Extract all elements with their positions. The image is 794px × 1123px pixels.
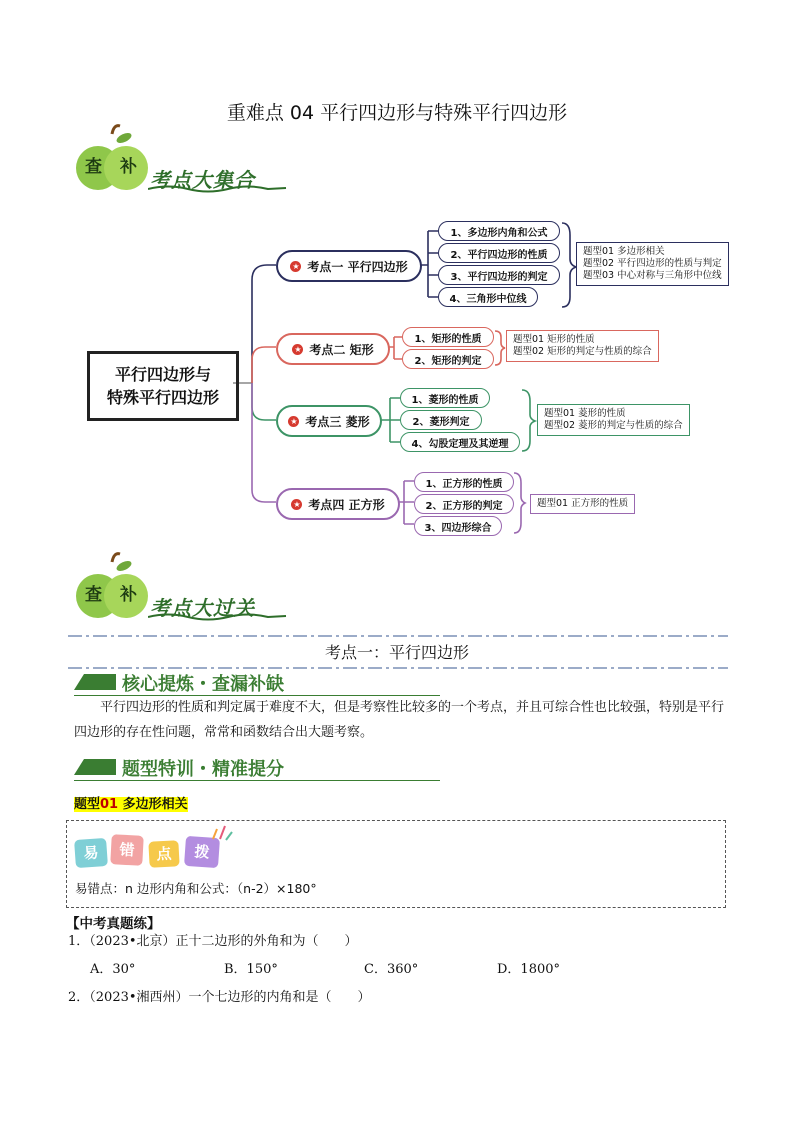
leaf-4-2: 2、正方形的判定 xyxy=(414,494,514,514)
core-header xyxy=(74,670,440,696)
question-1-option-d: D．1800° xyxy=(497,962,561,977)
sparkle-icon xyxy=(211,823,233,841)
type-label-prefix: 题型 xyxy=(74,797,101,812)
question-1-stem: 1．（2023•北京）正十二边形的外角和为（ ） xyxy=(68,934,358,949)
type-1-2: 题型02 平行四边形的性质与判定 xyxy=(583,258,722,269)
leaf-1-3: 3、平行四边形的判定 xyxy=(438,265,560,285)
mindmap-root xyxy=(87,351,239,421)
question-2-stem: 2．（2023•湘西州）一个七边形的内角和是（ ） xyxy=(68,990,371,1005)
question-1-option-b: B．150° xyxy=(224,962,278,977)
tag-error: 错 xyxy=(110,834,144,866)
star-icon: ★ xyxy=(294,344,302,354)
training-header-text: 题型特训・精准提分 xyxy=(122,759,284,780)
type-label xyxy=(74,793,188,812)
section-banner-2 xyxy=(74,552,284,622)
type-label-text: 多边形相关 xyxy=(122,797,188,812)
banner-underline xyxy=(148,612,288,622)
type-3-2: 题型02 菱形的判定与性质的综合 xyxy=(544,420,683,431)
leaf-2-1: 1、矩形的性质 xyxy=(402,327,494,347)
tag-guide: 拨 xyxy=(184,836,220,868)
banner-label: 考点大集合 xyxy=(150,168,255,192)
header-flag-icon xyxy=(74,674,116,694)
leaf-4-3: 3、四边形综合 xyxy=(414,516,502,536)
leaf-1-2: 2、平行四边形的性质 xyxy=(438,243,560,263)
star-icon: ★ xyxy=(292,261,300,271)
banner-label: 考点大过关 xyxy=(150,596,255,620)
kaodian-title: 考点一：平行四边形 xyxy=(324,643,469,662)
types-box-4 xyxy=(530,494,635,514)
branch-label-4: 考点四 正方形 xyxy=(308,497,385,512)
branch-node-4 xyxy=(276,488,400,520)
page-title: 重难点 04 平行四边形与特殊平行四边形 xyxy=(226,102,568,124)
tip-box xyxy=(66,820,726,908)
leaf-1-4: 4、三角形中位线 xyxy=(438,287,538,307)
star-icon: ★ xyxy=(293,499,301,509)
leaf-2-2: 2、矩形的判定 xyxy=(402,349,494,369)
tag-row xyxy=(75,833,235,873)
banner-char-right: 补 xyxy=(120,157,137,177)
type-3-1: 题型01 菱形的性质 xyxy=(544,408,626,419)
branch-node-1 xyxy=(276,250,422,282)
banner-char-right: 补 xyxy=(120,585,137,605)
tag-easy: 易 xyxy=(74,838,108,868)
branch-node-2 xyxy=(276,333,390,365)
branch-label-3: 考点三 菱形 xyxy=(305,414,370,429)
type-2-2: 题型02 矩形的判定与性质的综合 xyxy=(513,346,652,357)
banner-char-left: 查 xyxy=(85,585,102,605)
question-1-option-c: C．360° xyxy=(364,962,419,977)
type-2-1: 题型01 矩形的性质 xyxy=(513,334,595,345)
branch-label-2: 考点二 矩形 xyxy=(309,342,374,357)
types-box-3 xyxy=(537,404,690,436)
root-line-2: 特殊平行四边形 xyxy=(106,388,219,407)
section-banner-1 xyxy=(74,124,284,194)
type-label-num: 01 xyxy=(100,797,119,812)
leaf-3-3: 4、勾股定理及其逆理 xyxy=(400,432,520,452)
divider-top xyxy=(68,634,728,638)
core-header-text: 核心提炼・查漏补缺 xyxy=(122,674,284,695)
branch-label-1: 考点一 平行四边形 xyxy=(307,259,408,274)
type-1-3: 题型03 中心对称与三角形中位线 xyxy=(583,270,722,281)
leaf-4-1: 1、正方形的性质 xyxy=(414,472,514,492)
leaf-1-1: 1、多边形内角和公式 xyxy=(438,221,560,241)
question-1-option-a: A．30° xyxy=(90,962,136,977)
training-header xyxy=(74,755,440,781)
types-box-2 xyxy=(506,330,659,362)
banner-underline xyxy=(148,184,288,194)
type-1-1: 题型01 多边形相关 xyxy=(583,246,665,257)
leaf-3-1: 1、菱形的性质 xyxy=(400,388,490,408)
core-paragraph: 平行四边形的性质和判定属于难度不大，但是考察性比较多的一个考点，并且可综合性也比较强，特别是平行四边形的存在性问题，常常和函数结合出大题考察。 xyxy=(74,700,725,740)
tip-text: 易错点：n 边形内角和公式：（n-2）×180° xyxy=(75,881,317,896)
banner-char-left: 查 xyxy=(85,157,102,177)
header-flag-icon xyxy=(74,759,116,779)
tag-point: 点 xyxy=(148,840,179,868)
star-icon: ★ xyxy=(290,416,298,426)
exam-header: 【中考真题练】 xyxy=(66,916,161,932)
branch-node-3 xyxy=(276,405,382,437)
root-line-1: 平行四边形与 xyxy=(114,365,211,384)
type-4-1: 题型01 正方形的性质 xyxy=(537,498,629,509)
leaf-3-2: 2、菱形判定 xyxy=(400,410,482,430)
training-header-underline xyxy=(74,780,440,781)
types-box-1 xyxy=(576,242,729,286)
